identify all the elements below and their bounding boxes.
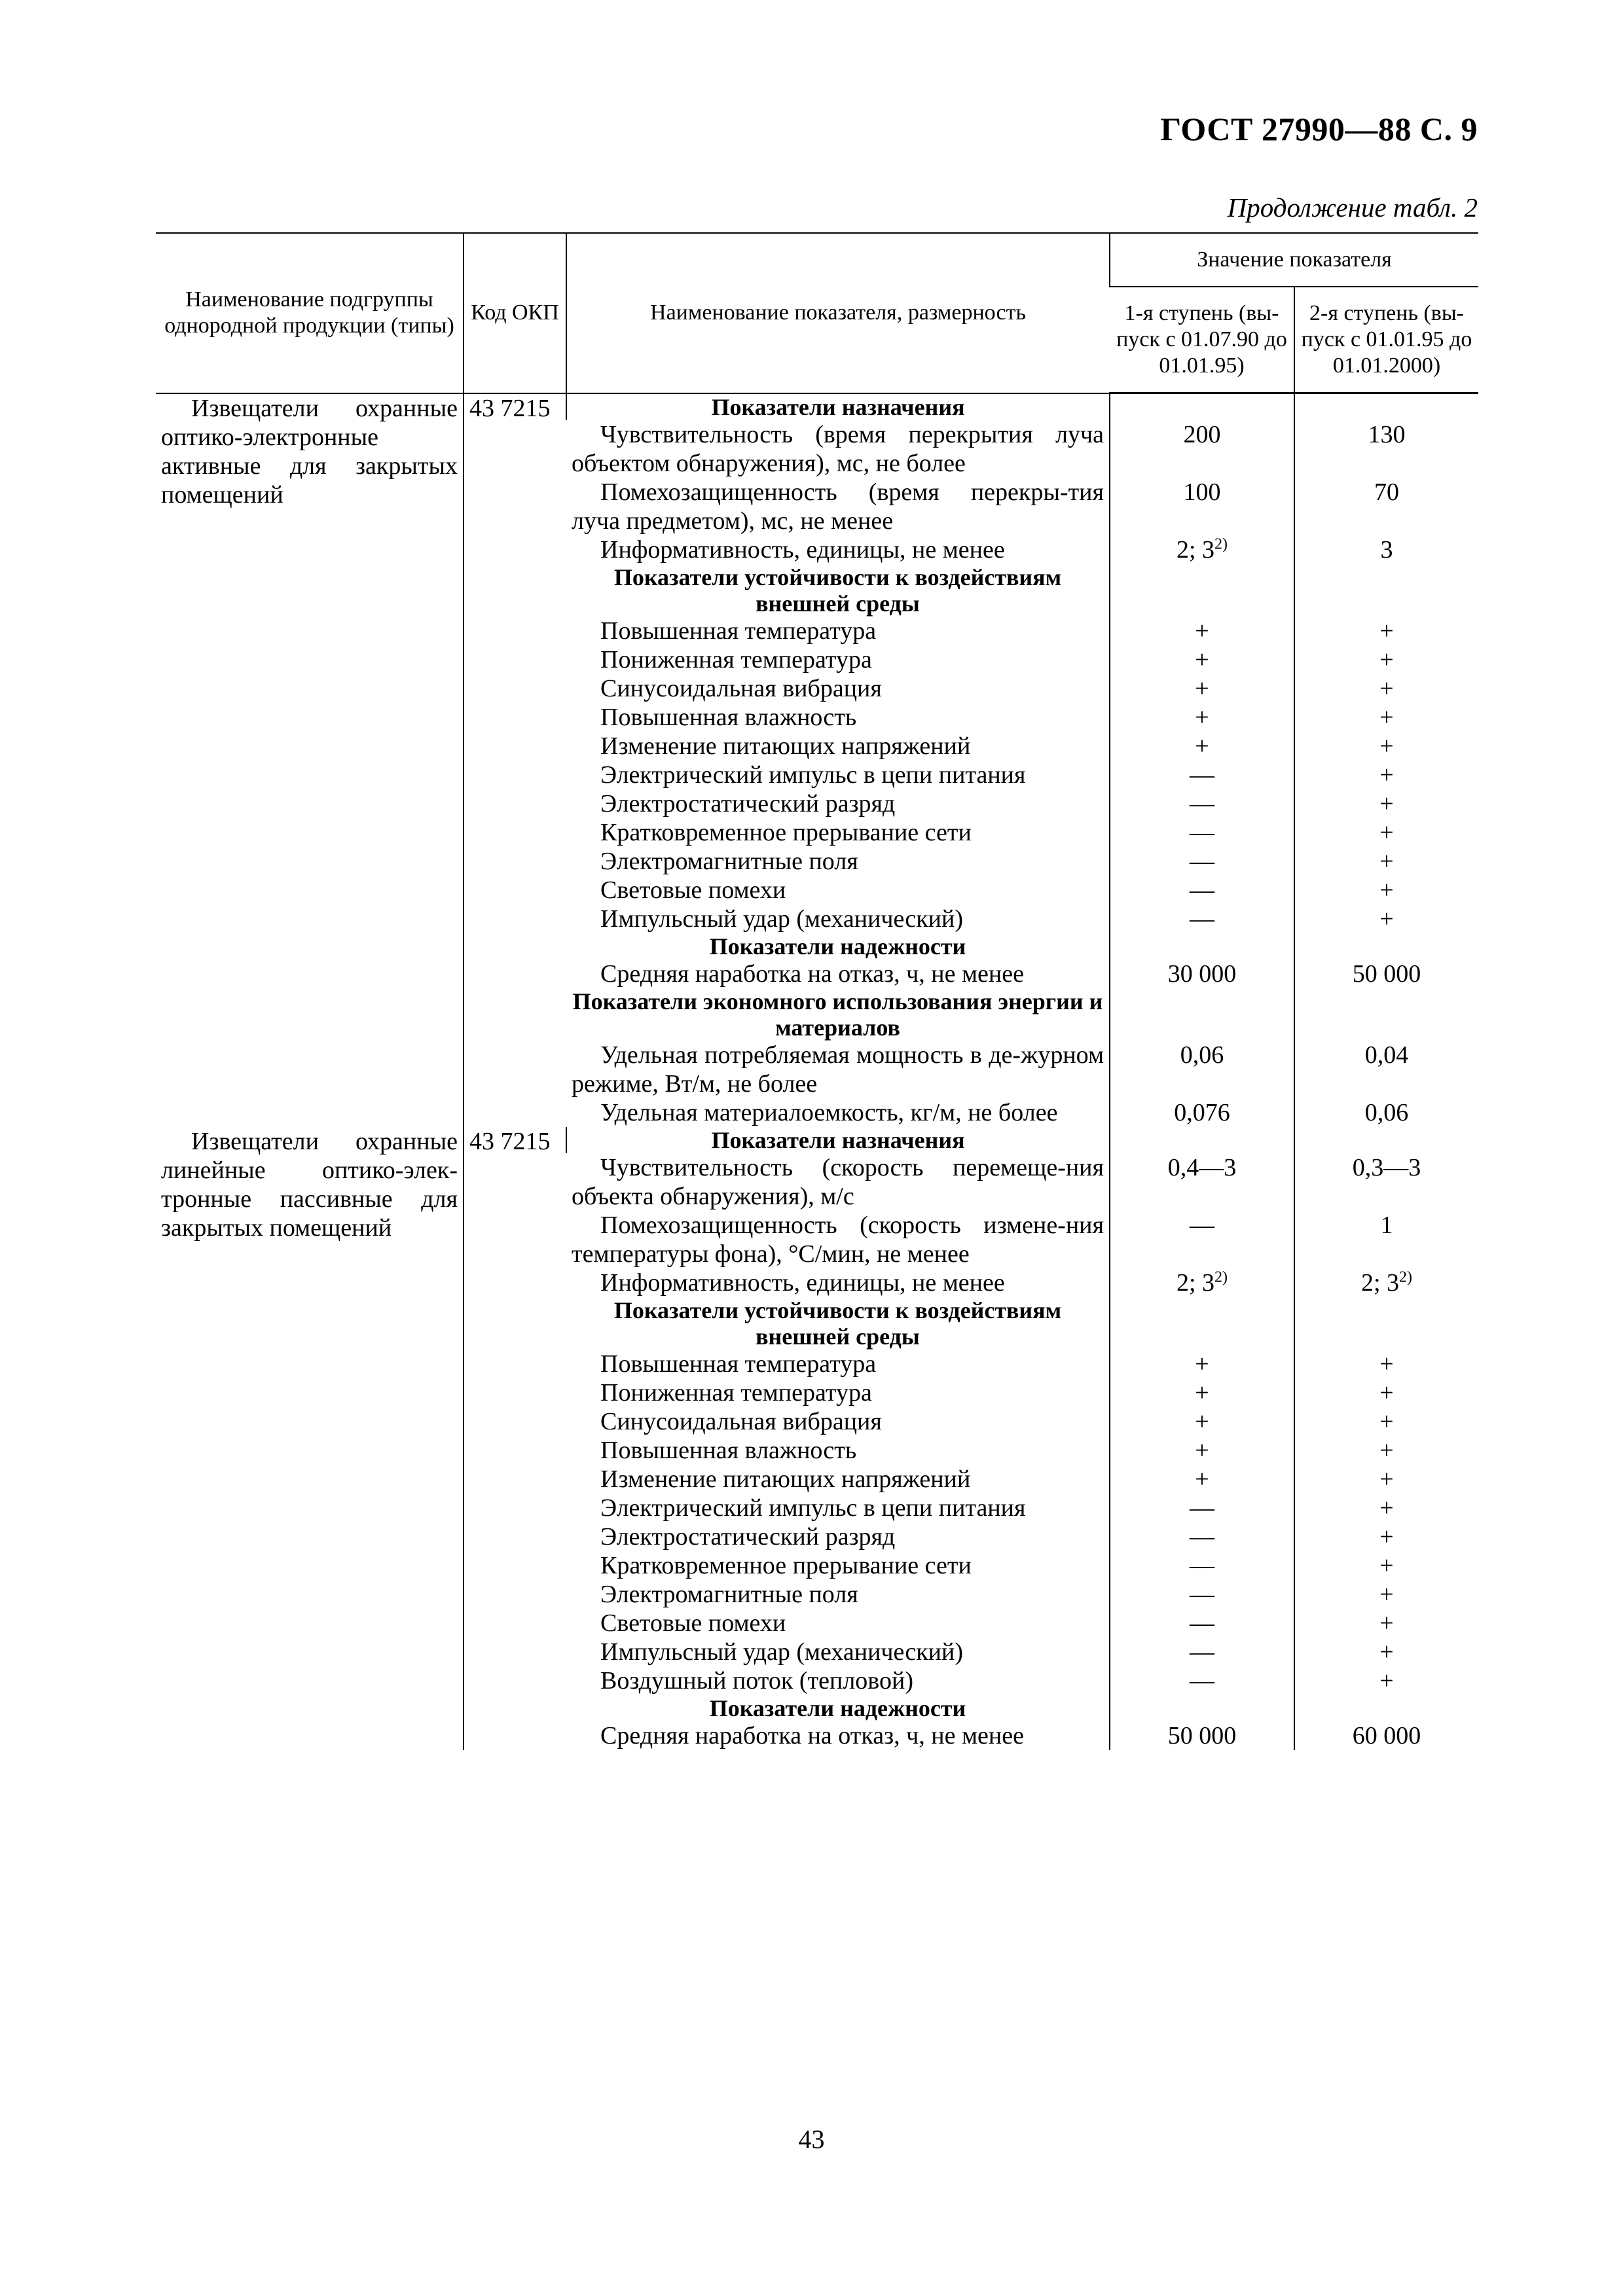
value-text: — [1190, 905, 1214, 933]
value-text: + [1195, 703, 1209, 731]
value-text: + [1379, 1436, 1394, 1464]
product-group-name: Извещатели охранные линейные оптико-элек-тронные пассивные для закрытых помещений [161, 1127, 458, 1242]
indicator-name: Помехозащищенность (скорость измене-ния температуры фона), °С/мин, не менее [572, 1211, 1104, 1268]
indicator-name: Удельная потребляемая мощность в де-журном режиме, Вт/м, не более [572, 1041, 1104, 1098]
value-text: 0,4—3 [1167, 1153, 1237, 1181]
col-header-value: Значение показателя [1110, 233, 1478, 287]
value-text: + [1195, 617, 1209, 645]
value-text: + [1195, 1407, 1209, 1435]
value-text: + [1379, 1522, 1394, 1551]
okp-code-cell: 43 7215 [464, 393, 566, 1127]
indicator-name-cell [566, 732, 1110, 761]
stage1-value [1110, 1522, 1294, 1551]
stage1-value [1110, 1127, 1294, 1153]
indicator-name-cell [566, 1494, 1110, 1522]
stage1-value [1110, 1098, 1294, 1127]
value-text: + [1379, 1465, 1394, 1493]
stage1-value [1110, 1666, 1294, 1695]
value-text: — [1190, 1211, 1214, 1239]
indicator-name-cell [566, 1378, 1110, 1407]
product-group-cell [156, 393, 464, 1127]
indicator-name: Изменение питающих напряжений [600, 1465, 971, 1493]
stage1-value [1110, 703, 1294, 732]
stage1-value [1110, 818, 1294, 847]
indicator-name-cell [566, 960, 1110, 988]
value-text: + [1379, 674, 1394, 702]
stage1-value [1110, 1268, 1294, 1297]
stage1-value [1110, 1378, 1294, 1407]
indicator-name-cell [566, 617, 1110, 645]
value-text: + [1195, 674, 1209, 702]
stage2-value [1294, 789, 1478, 818]
stage2-value [1294, 478, 1478, 535]
stage1-value [1110, 617, 1294, 645]
value-text: 130 [1368, 420, 1406, 448]
value-text: 3 [1380, 535, 1393, 564]
value-text: + [1379, 876, 1394, 904]
indicator-name: Световые помехи [600, 1609, 786, 1637]
okp-code-cell: 43 7215 [464, 1127, 566, 1750]
footnote-ref: 2) [1214, 535, 1228, 552]
stage2-value [1294, 1153, 1478, 1211]
indicator-name-cell [566, 1580, 1110, 1609]
section-heading: Показатели устойчивости к воздействиям внешней среды [613, 564, 1062, 617]
footnote-ref: 2) [1214, 1268, 1228, 1285]
stage1-value [1110, 1465, 1294, 1494]
value-text: + [1379, 1350, 1394, 1378]
indicator-name-cell [566, 818, 1110, 847]
document-header: ГОСТ 27990—88 С. 9 [1160, 111, 1478, 147]
indicator-name: Электрический импульс в цепи питания [600, 1494, 1026, 1522]
stage1-value [1110, 789, 1294, 818]
stage1-value [1110, 876, 1294, 905]
value-text: + [1379, 905, 1394, 933]
indicator-name-cell [566, 645, 1110, 674]
indicator-name: Информативность, единицы, не менее [600, 1268, 1005, 1297]
indicator-name: Световые помехи [600, 876, 786, 904]
section-heading: Показатели устойчивости к воздействиям внешней среды [613, 1297, 1062, 1350]
indicator-name-cell [566, 1436, 1110, 1465]
indicator-name: Помехозащищенность (время перекры-тия луча предметом), мс, не менее [572, 478, 1104, 535]
stage2-value [1294, 1297, 1478, 1350]
indicator-name-cell [566, 1551, 1110, 1580]
stage2-value [1294, 1638, 1478, 1666]
stage1-value [1110, 1551, 1294, 1580]
stage1-value [1110, 1153, 1294, 1211]
indicator-name: Синусоидальная вибрация [600, 674, 882, 702]
indicator-name: Чувствительность (скорость перемеще-ния объекта обнаружения), м/с [572, 1153, 1104, 1210]
indicator-name: Удельная материалоемкость, кг/м, не более [600, 1098, 1058, 1126]
value-text: + [1195, 1378, 1209, 1407]
indicator-name-cell [566, 1350, 1110, 1378]
stage2-value [1294, 1098, 1478, 1127]
value-text: + [1379, 1638, 1394, 1666]
indicator-name-cell [566, 1153, 1110, 1211]
stage1-value [1110, 1638, 1294, 1666]
stage1-value [1110, 847, 1294, 876]
indicator-name-cell [566, 1638, 1110, 1666]
indicator-name: Повышенная влажность [600, 1436, 857, 1464]
indicator-name-cell [566, 1041, 1110, 1098]
indicator-name: Электромагнитные поля [600, 847, 858, 875]
stage2-value [1294, 1350, 1478, 1378]
indicator-name-cell [566, 1268, 1110, 1297]
stage2-value [1294, 818, 1478, 847]
stage1-value [1110, 674, 1294, 703]
indicator-name: Информативность, единицы, не менее [600, 535, 1005, 564]
indicator-name: Синусоидальная вибрация [600, 1407, 882, 1435]
stage2-value [1294, 732, 1478, 761]
stage2-value [1294, 393, 1478, 420]
stage2-value [1294, 1268, 1478, 1297]
stage2-value [1294, 1211, 1478, 1268]
stage1-value [1110, 1609, 1294, 1638]
stage2-value [1294, 1041, 1478, 1098]
indicator-name-cell [566, 1407, 1110, 1436]
value-text: + [1195, 1465, 1209, 1493]
indicator-name-cell [566, 1211, 1110, 1268]
stage2-value [1294, 645, 1478, 674]
indicator-name-cell [566, 1721, 1110, 1750]
stage2-value [1294, 1551, 1478, 1580]
indicator-name: Средняя наработка на отказ, ч, не менее [600, 1721, 1024, 1749]
section-row [156, 393, 1478, 420]
value-text: + [1379, 847, 1394, 875]
indicator-name-cell [566, 1098, 1110, 1127]
value-text: + [1379, 732, 1394, 760]
col-header-group: Наименование подгруппы однородной продукции (типы) [156, 233, 464, 393]
stage1-value [1110, 478, 1294, 535]
value-text: + [1379, 1580, 1394, 1608]
value-text: — [1190, 1522, 1214, 1551]
stage1-value [1110, 1211, 1294, 1268]
value-text: — [1190, 1638, 1214, 1666]
value-text: 2; 3 [1176, 1268, 1215, 1297]
indicator-name: Импульсный удар (механический) [600, 1638, 964, 1666]
stage2-value [1294, 1666, 1478, 1695]
stage2-value [1294, 1436, 1478, 1465]
value-text: — [1190, 876, 1214, 904]
value-text: 100 [1183, 478, 1221, 506]
stage2-value [1294, 420, 1478, 478]
value-text: + [1195, 732, 1209, 760]
stage2-value [1294, 617, 1478, 645]
section-heading: Показатели экономного использования энергии и материалов [572, 988, 1103, 1041]
stage2-value [1294, 1465, 1478, 1494]
value-text: + [1379, 818, 1394, 846]
indicator-name: Повышенная температура [600, 1350, 877, 1378]
stage1-value [1110, 393, 1294, 420]
stage2-value [1294, 1580, 1478, 1609]
indicator-name-cell [566, 789, 1110, 818]
indicator-name: Повышенная температура [600, 617, 877, 645]
table-continuation-label: Продолжение табл. 2 [1227, 192, 1478, 223]
value-text: 2; 3 [1360, 1268, 1400, 1297]
value-text: 30 000 [1167, 960, 1237, 988]
indicator-name: Электромагнитные поля [600, 1580, 858, 1608]
stage2-value [1294, 703, 1478, 732]
stage2-value [1294, 1522, 1478, 1551]
indicator-name-cell [566, 1609, 1110, 1638]
value-text: + [1379, 1407, 1394, 1435]
value-text: 50 000 [1167, 1721, 1237, 1749]
value-text: — [1190, 789, 1214, 817]
value-text: 0,3—3 [1352, 1153, 1421, 1181]
indicator-name: Изменение питающих напряжений [600, 732, 971, 760]
value-text: 70 [1374, 478, 1399, 506]
stage1-value [1110, 1580, 1294, 1609]
stage2-value [1294, 761, 1478, 789]
value-text: — [1190, 847, 1214, 875]
indicator-name-cell [566, 1522, 1110, 1551]
section-heading: Показатели назначения [566, 393, 1110, 420]
value-text: 2; 3 [1176, 535, 1215, 564]
stage2-value [1294, 1609, 1478, 1638]
indicator-name-cell [566, 876, 1110, 905]
product-group-name: Извещатели охранные оптико-электронные активные для закрытых помещений [161, 394, 458, 509]
section-heading: Показатели надежности [709, 1695, 966, 1721]
value-text: + [1379, 1609, 1394, 1637]
section-heading: Показатели надежности [709, 933, 966, 960]
indicator-name: Импульсный удар (механический) [600, 905, 964, 933]
indicator-name: Электрический импульс в цепи питания [600, 761, 1026, 789]
indicator-name: Кратковременное прерывание сети [600, 818, 972, 846]
indicator-name-cell [566, 761, 1110, 789]
stage2-value [1294, 933, 1478, 960]
stage2-value [1294, 1721, 1478, 1750]
value-text: — [1190, 1609, 1214, 1637]
indicator-name: Электростатический разряд [600, 789, 896, 817]
value-text: 0,06 [1180, 1041, 1224, 1069]
value-text: + [1379, 1551, 1394, 1579]
product-group-cell [156, 1127, 464, 1750]
indicator-name: Пониженная температура [600, 645, 872, 673]
value-text: + [1379, 703, 1394, 731]
value-text: 200 [1183, 420, 1221, 448]
indicators-table [156, 232, 1478, 1750]
value-text: + [1195, 645, 1209, 673]
value-text: 0,04 [1364, 1041, 1409, 1069]
stage2-value [1294, 535, 1478, 564]
stage1-value [1110, 1695, 1294, 1721]
stage1-value [1110, 1721, 1294, 1750]
stage1-value [1110, 564, 1294, 617]
value-text: — [1190, 818, 1214, 846]
indicator-name: Кратковременное прерывание сети [600, 1551, 972, 1579]
stage1-value [1110, 1350, 1294, 1378]
stage2-value [1294, 960, 1478, 988]
stage1-value [1110, 420, 1294, 478]
stage2-value [1294, 1378, 1478, 1407]
table-body [156, 393, 1478, 1750]
stage2-value [1294, 1695, 1478, 1721]
value-text: 60 000 [1352, 1721, 1421, 1749]
page-number: 43 [798, 2125, 825, 2154]
footnote-ref: 2) [1399, 1268, 1413, 1285]
stage1-value [1110, 988, 1294, 1041]
value-text: + [1379, 645, 1394, 673]
stage1-value [1110, 761, 1294, 789]
indicator-name-cell [566, 1465, 1110, 1494]
stage1-value [1110, 645, 1294, 674]
stage1-value [1110, 732, 1294, 761]
value-text: 1 [1380, 1211, 1393, 1239]
stage1-value [1110, 960, 1294, 988]
indicator-name-cell [566, 674, 1110, 703]
value-text: — [1190, 1580, 1214, 1608]
value-text: + [1195, 1436, 1209, 1464]
indicator-name-cell [566, 905, 1110, 933]
indicator-name-cell [566, 535, 1110, 564]
value-text: + [1379, 761, 1394, 789]
indicator-name-cell [566, 478, 1110, 535]
col-header-indicator: Наименование показателя, размерность [566, 233, 1110, 393]
stage2-value [1294, 1127, 1478, 1153]
value-text: + [1379, 1378, 1394, 1407]
indicator-name: Пониженная температура [600, 1378, 872, 1407]
indicator-name-cell [566, 420, 1110, 478]
stage1-value [1110, 1041, 1294, 1098]
col-header-code: Код ОКП [464, 233, 566, 393]
stage2-value [1294, 1407, 1478, 1436]
stage2-value [1294, 1494, 1478, 1522]
value-text: — [1190, 1666, 1214, 1695]
stage1-value [1110, 933, 1294, 960]
value-text: 50 000 [1352, 960, 1421, 988]
indicator-name: Электростатический разряд [600, 1522, 896, 1551]
value-text: — [1190, 1494, 1214, 1522]
indicator-name: Воздушный поток (тепловой) [600, 1666, 913, 1695]
value-text: 0,06 [1364, 1098, 1409, 1126]
stage1-value [1110, 905, 1294, 933]
value-text: + [1379, 1494, 1394, 1522]
value-text: + [1379, 617, 1394, 645]
stage2-value [1294, 847, 1478, 876]
indicator-name-cell [566, 847, 1110, 876]
value-text: — [1190, 761, 1214, 789]
col-header-stage2: 2-я ступень (вы-пуск с 01.01.95 до 01.01.2000) [1294, 287, 1478, 393]
value-text: + [1379, 1666, 1394, 1695]
indicator-name-cell [566, 703, 1110, 732]
col-header-stage1: 1-я ступень (вы-пуск с 01.07.90 до 01.01.95) [1110, 287, 1294, 393]
indicator-name: Средняя наработка на отказ, ч, не менее [600, 960, 1024, 988]
stage1-value [1110, 535, 1294, 564]
indicator-name: Чувствительность (время перекрытия луча объектом обнаружения), мс, не более [572, 420, 1104, 477]
stage2-value [1294, 674, 1478, 703]
value-text: — [1190, 1551, 1214, 1579]
stage2-value [1294, 905, 1478, 933]
stage1-value [1110, 1494, 1294, 1522]
section-heading: Показатели назначения [566, 1127, 1110, 1153]
section-row [156, 1127, 1478, 1153]
stage2-value [1294, 876, 1478, 905]
indicator-name: Повышенная влажность [600, 703, 857, 731]
indicator-name-cell [566, 1666, 1110, 1695]
value-text: + [1379, 789, 1394, 817]
value-text: + [1195, 1350, 1209, 1378]
stage1-value [1110, 1297, 1294, 1350]
stage1-value [1110, 1436, 1294, 1465]
stage2-value [1294, 988, 1478, 1041]
stage2-value [1294, 564, 1478, 617]
stage1-value [1110, 1407, 1294, 1436]
value-text: 0,076 [1174, 1098, 1230, 1126]
